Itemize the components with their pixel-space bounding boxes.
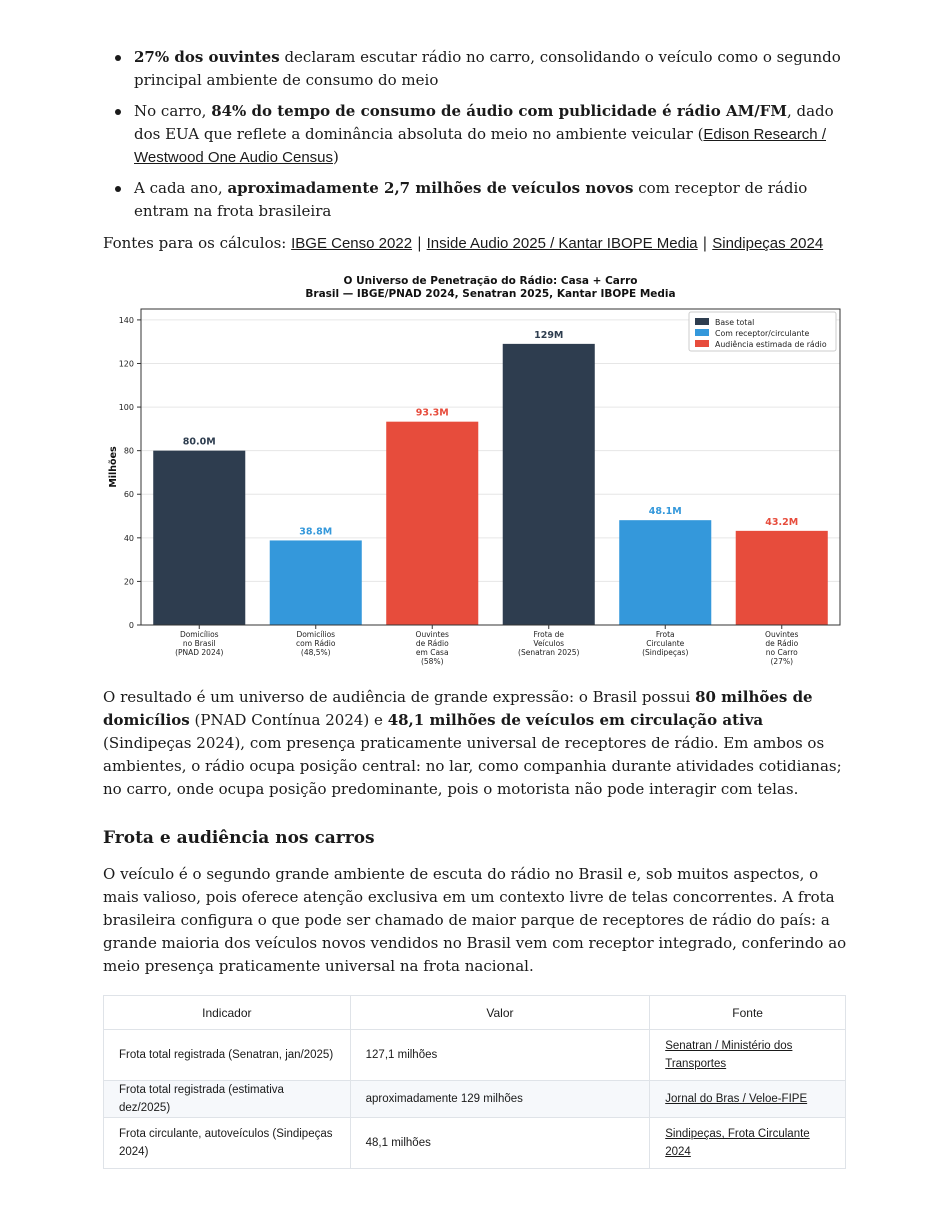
table-cell: Frota circulante, autoveículos (Sindipeças 2024) [104,1118,351,1169]
body-text: (Sindipeças 2024), com presença praticamente universal de receptores de rádio. Em ambos os ambientes, o rádio ocupa posição central: no lar, como companhia durante atividades cotidianas; no carro, onde ocupa posição predominante, pois o motorista não pode interagir com telas. [103,734,842,798]
x-tick-label-line: (Sindipeças) [642,648,689,657]
bar-6 [736,531,828,625]
y-tick-label: 20 [123,577,134,587]
sources-line [103,232,843,255]
emphasis-text: 27% dos ouvintes [134,48,280,66]
table-cell: aproximadamente 129 milhões [350,1081,650,1118]
source-link-kantar[interactable]: Inside Audio 2025 / Kantar IBOPE Media [426,235,698,252]
table-row [104,1081,846,1118]
body-text: (PNAD Contínua 2024) e [189,711,388,729]
x-tick-label-line: em Casa [415,648,449,657]
x-tick-label-line: Frota de [533,630,565,639]
y-tick-label: 80 [123,446,134,456]
chart-title: O Universo de Penetração do Rádio: Casa + Carro [343,275,638,287]
list-item [103,177,843,223]
x-tick-label-line: (PNAD 2024) [175,648,224,657]
x-tick-label-line: no Carro [765,648,798,657]
body-text: O resultado é um universo de audiência de grande expressão: o Brasil possui [103,688,696,706]
bar-value-label: 129M [534,329,564,341]
x-tick-label-line: (Senatran 2025) [518,648,580,657]
emphasis-text: 84% do tempo de consumo de áudio com publicidade é rádio AM/FM [211,102,787,120]
fleet-paragraph: O veículo é o segundo grande ambiente de escuta do rádio no Brasil e, sob muitos aspectos, o mais valioso, pois oferece atenção exclusiva em um contexto livre de telas concorrentes. A frota brasileira configura o que pode ser chamado de maior parque de receptores de rádio do país: a grande maioria dos veículos novos vendidos no Brasil vem com receptor integrado, conferindo ao meio presença praticamente universal na frota nacional. [103,865,847,975]
body-text: ) [333,148,339,166]
table-cell: 48,1 milhões [350,1118,650,1169]
legend-swatch [695,340,709,347]
separator: | [697,234,713,252]
bar-value-label: 80.0M [182,436,216,448]
legend-swatch [695,329,709,336]
x-tick-label [296,630,336,657]
bar-value-label: 38.8M [299,526,333,538]
y-axis-label: Milhões [108,446,119,488]
x-tick-label [765,630,799,666]
y-tick-label: 120 [118,359,134,369]
x-tick-label [416,630,450,666]
bar-value-label: 93.3M [415,407,449,419]
x-tick-label-line: (27%) [770,657,794,666]
column-header: Valor [350,996,650,1030]
emphasis-text: 48,1 milhões de veículos em circulação ativa [387,711,764,729]
chart-subtitle: Brasil — IBGE/PNAD 2024, Senatran 2025, Kantar IBOPE Media [305,288,676,300]
legend-swatch [695,318,709,325]
separator: | [412,234,427,252]
body-text: A cada ano, [134,179,228,197]
table-cell [650,1081,846,1118]
source-link-sindipecas[interactable]: Sindipeças 2024 [712,235,824,252]
x-tick-label-line: no Brasil [182,639,216,648]
fleet-table [103,995,846,1169]
table-cell: 127,1 milhões [350,1030,650,1081]
bar-value-label: 43.2M [765,516,799,528]
table-source-link[interactable]: Senatran / Ministério dos Transportes [665,1040,793,1070]
x-tick-label-line: com Rádio [296,639,336,648]
section-heading: Frota e audiência nos carros [103,828,375,848]
x-tick-label [175,630,223,657]
table-row [104,1118,846,1169]
y-tick-label: 40 [123,533,134,543]
x-tick-label-line: Veículos [533,639,565,648]
sources-label: Fontes para os cálculos: [103,234,292,252]
bar-3 [386,422,478,625]
column-header: Indicador [104,996,351,1030]
column-header: Fonte [650,996,846,1030]
bar-4 [503,344,595,625]
bar-1 [153,451,245,625]
bar-2 [270,540,362,625]
x-tick-label-line: Circulante [646,639,685,648]
x-tick-label-line: Domicílios [296,630,336,639]
body-text: No carro, [134,102,212,120]
body-text: com receptor de rádio entram na frota brasileira [134,179,808,220]
emphasis-text: aproximadamente 2,7 milhões de veículos novos [227,179,634,197]
chart-svg [103,268,848,673]
legend-label: Base total [715,318,755,327]
table-cell: Frota total registrada (estimativa dez/2025) [104,1081,351,1118]
x-tick-label-line: de Rádio [415,639,449,648]
radio-penetration-chart [103,268,848,673]
x-tick-label-line: de Rádio [765,639,799,648]
bar-5 [619,520,711,625]
x-tick-label [518,630,579,657]
plot-frame [141,309,840,625]
legend-label: Com receptor/circulante [715,329,810,338]
x-tick-label [642,630,688,657]
table-row [104,1030,846,1081]
legend-label: Audiência estimada de rádio [715,340,827,349]
y-tick-label: 60 [123,490,134,500]
list-item [103,100,843,169]
body-text: declaram escutar rádio no carro, consolidando o veículo como o segundo principal ambiente de consumo do meio [134,48,841,89]
bar-value-label: 48.1M [648,506,682,518]
table-source-link[interactable]: Sindipeças, Frota Circulante 2024 [665,1128,810,1158]
x-tick-label-line: Ouvintes [765,630,799,639]
table-source-link[interactable]: Jornal do Bras / Veloe-FIPE [665,1093,808,1105]
list-item [103,46,843,92]
table-cell [650,1030,846,1081]
key-facts-list [103,46,843,231]
x-tick-label-line: Domicílios [179,630,219,639]
result-paragraph [103,686,848,801]
source-link-ibge[interactable]: IBGE Censo 2022 [291,235,413,252]
body-text: , dado dos EUA que reflete a dominância absoluta do meio no ambiente veicular ( [134,102,834,143]
x-tick-label-line: (48,5%) [300,648,331,657]
x-tick-label-line: Frota [655,630,675,639]
y-tick-label: 140 [118,315,134,325]
table-header-row [104,996,846,1030]
x-tick-label-line: (58%) [420,657,444,666]
x-tick-label-line: Ouvintes [415,630,449,639]
emphasis-text: 80 milhões de domicílios [103,688,813,729]
y-tick-label: 100 [118,403,134,413]
y-tick-label: 0 [128,621,134,630]
table-cell: Frota total registrada (Senatran, jan/2025) [104,1030,351,1081]
source-link-edison[interactable]: Edison Research / Westwood One Audio Census [134,126,826,166]
table-cell [650,1118,846,1169]
